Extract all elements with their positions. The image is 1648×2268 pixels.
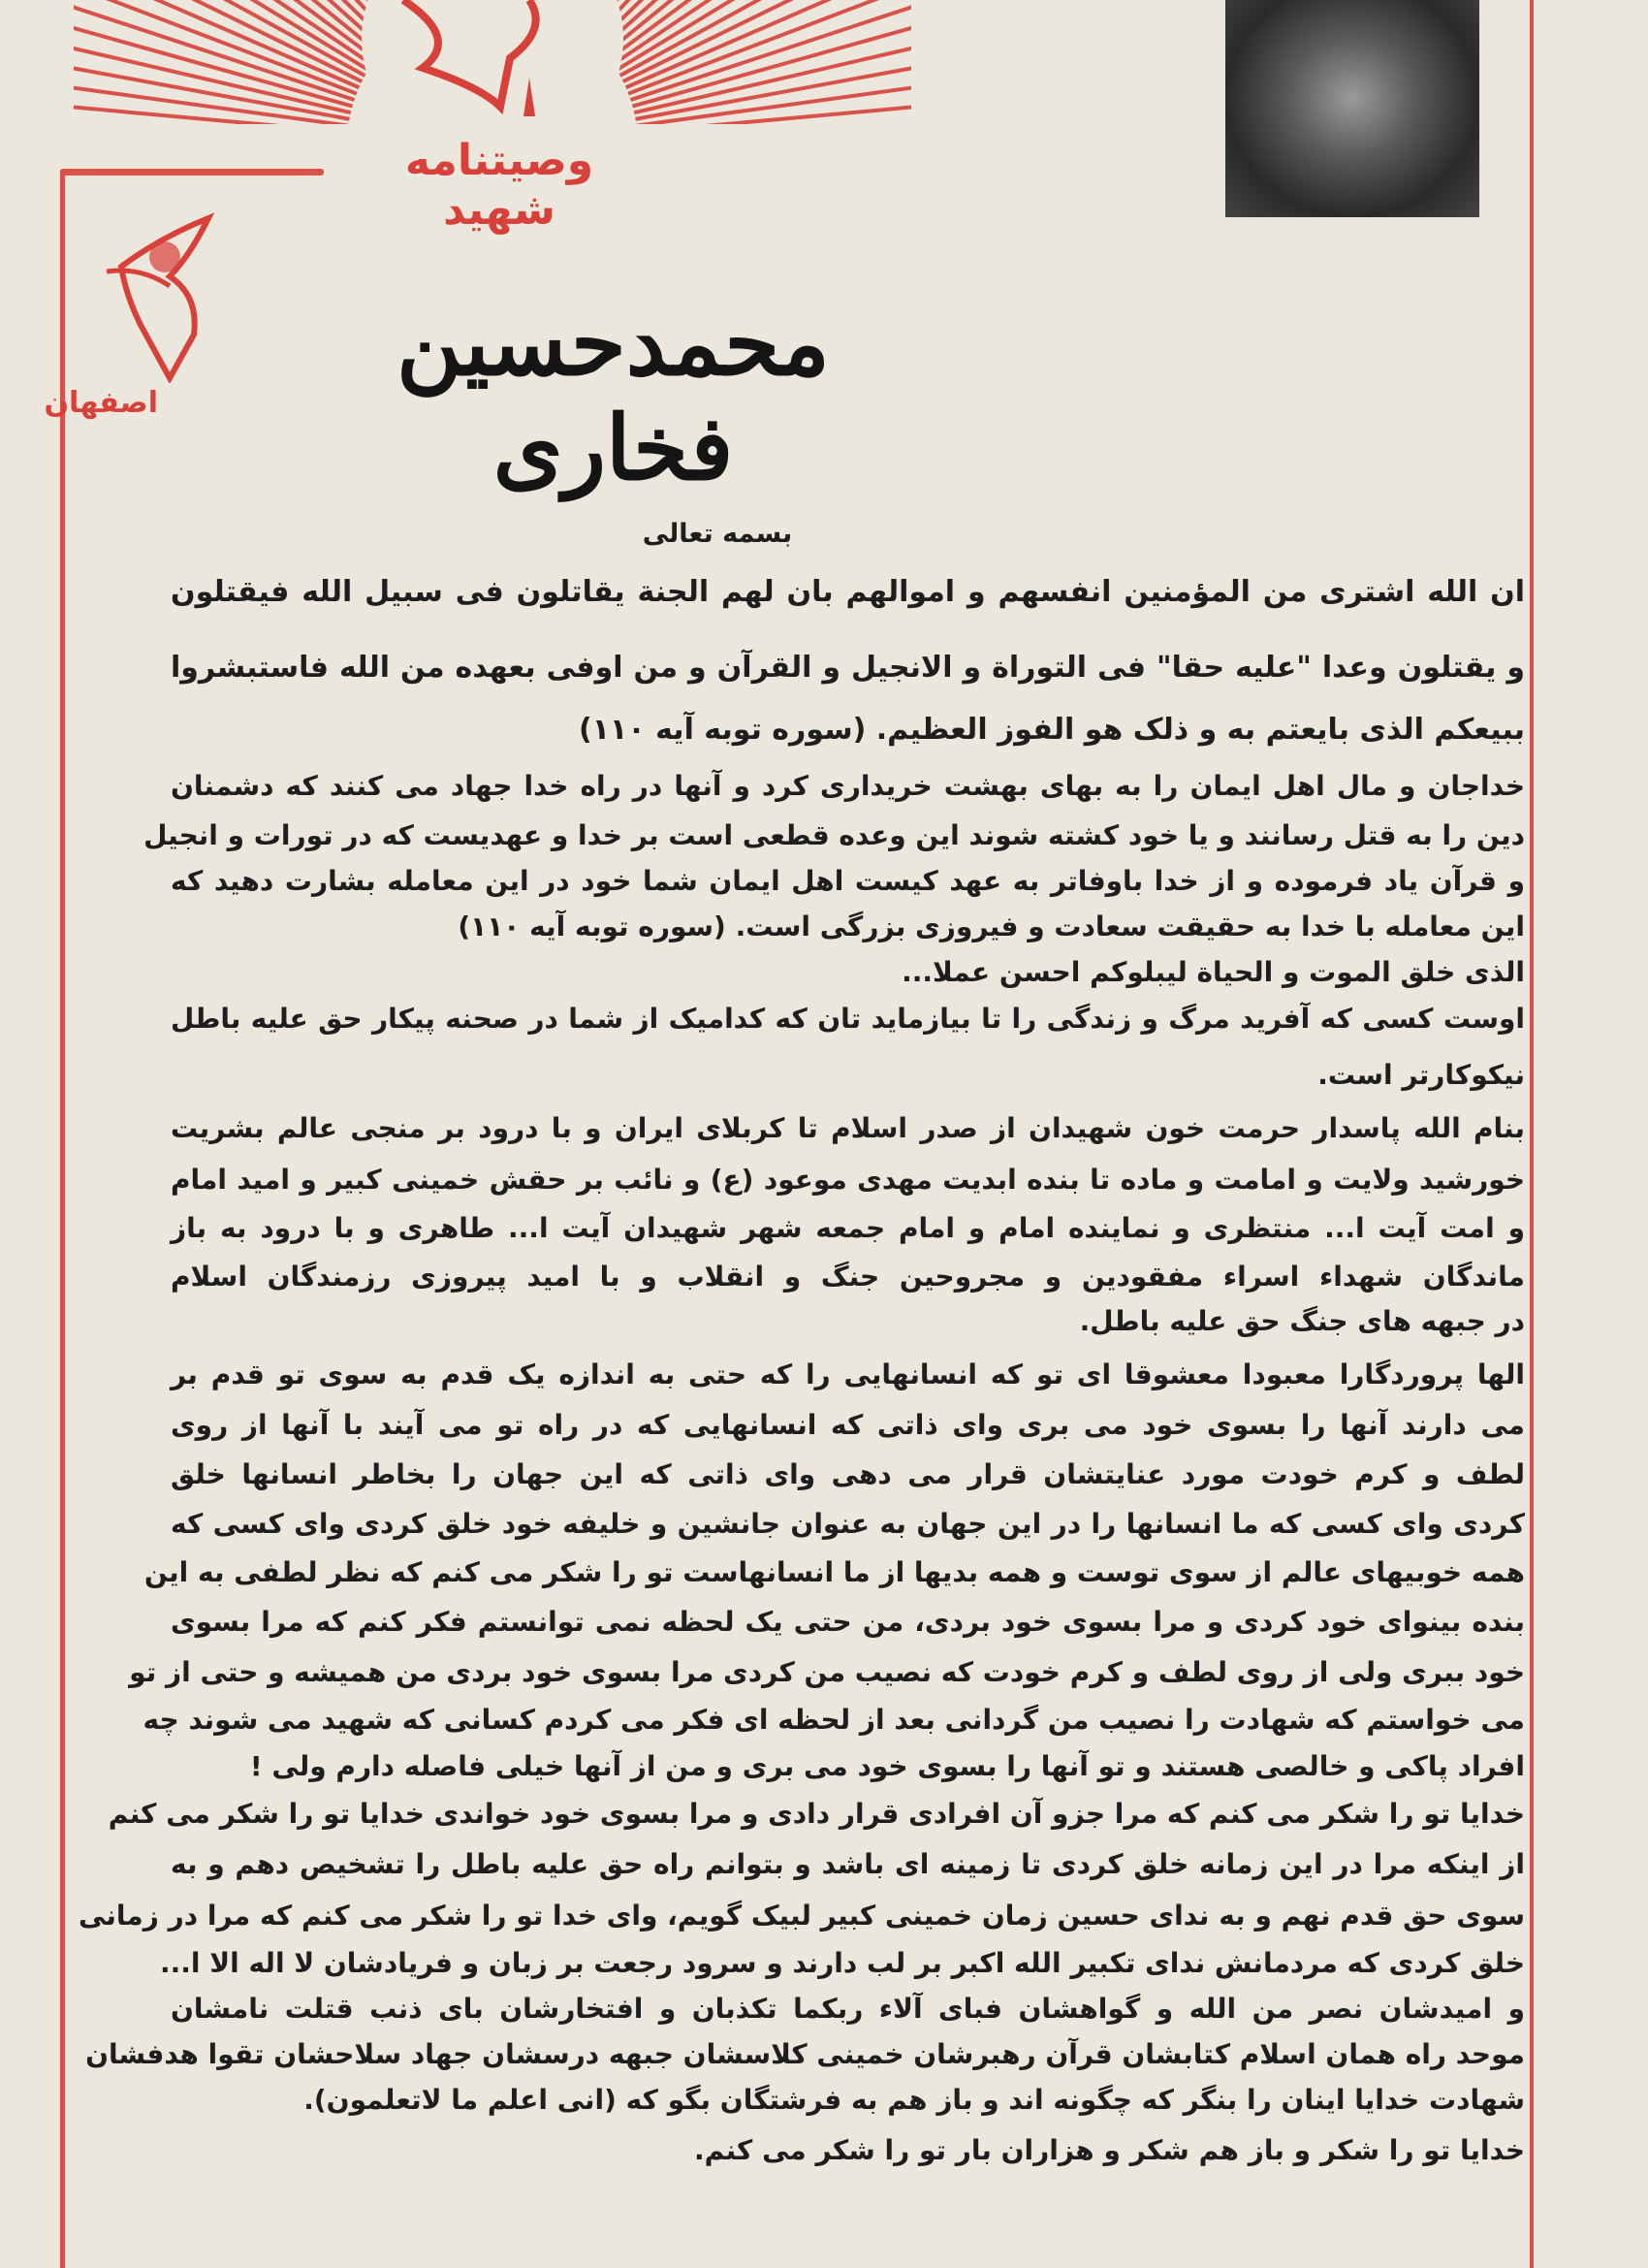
paragraph-5-line: موحد راه همان اسلام کتابشان قرآن رهبرشان خمینی کلاسشان جبهه درسشان جهاد سلاحشان تقوا هدفشان [85,2038,1525,2070]
header-title: وصیتنامه شهید [404,136,594,235]
paragraph-3-line: و امت آیت ا... منتظری و نماینده امام و امام جمعه شهر شهیدان آیت ا... طاهری و با درود به باز [171,1212,1525,1244]
sunburst-ray [630,0,911,100]
paragraph-5-line: و امیدشان نصر من الله و گواهشان فبای آلاء ربکما تکذبان و افتخارشان بای ذنب قتلت نامشان [171,1993,1525,2025]
paragraph-3-line: خورشید ولایت و امامت و ماده تا بنده ابدیت مهدی موعود (ع) و نائب بر حقش خمینی کبیر و امید امام [171,1164,1525,1196]
sunburst-ray [74,0,355,100]
paragraph-4-line: افراد پاکی و خالصی هستند و تو آنها را بسوی خود می بری و من از آنها خیلی فاصله دارم ولی ! [249,1750,1525,1782]
paragraph-4-line: خود ببری ولی از روی لطف و کرم خودت که نصیب من کردی مرا بسوی خود بردی من همیشه و حتی از تو [129,1656,1525,1688]
paragraph-2-line: دین را به قتل رسانند و یا خود کشته شوند این وعده قطعی است بر خدا و عهدیست که در تورات و انجیل [143,819,1525,851]
paragraph-2-line: الذی خلق الموت و الحیاة لیبلوکم احسن عملا... [902,956,1525,988]
sunburst-center [362,0,623,124]
paragraph-4-line: می دارند آنها را بسوی خود می بری وای ذاتی که انسانهایی که در راه تو می آیند با آنها از روی [171,1409,1525,1441]
paragraph-1-line: ببیعکم الذی بایعتم به و ذلک هو الفوز العظیم. (سوره توبه آیه ۱۱۰) [579,713,1525,747]
paragraph-2-line: خداجان و مال اهل ایمان را به بهای بهشت خریداری کرد و آنها در راه خدا جهاد می کنند که دشمنان [171,770,1525,802]
paragraph-4-line: همه خوبیهای عالم از سوی توست و همه بدیها از ما انسانهاست تو را شکر می کنم که نظر لطفی به این [143,1556,1525,1588]
paragraph-2-line: اوست کسی که آفرید مرگ و زندگی را تا بیازماید تان که کدامیک از شما در صحنه پیکار حق علیه باطل [171,1003,1525,1035]
red-frame-left [60,171,65,2268]
foundation-emblem-icon [102,199,233,383]
paragraph-5-line: خلق کردی که مردمانش ندای تکبیر الله اکبر بر لب دارند و سرود رجعت بر زبان و فریادشان لا اله الا ا... [160,1947,1525,1979]
paragraph-4-line: لطف و کرم خودت مورد عنایتشان قرار می دهی وای ذاتی که این جهان را بخاطر انسانها خلق [171,1458,1525,1490]
paragraph-5-line: سوی حق قدم نهم و به ندای حسین زمان خمینی کبیر لبیک گویم، وای خدا تو را شکر می کنم که مرا در زمانی [79,1900,1525,1932]
paragraph-2-line: نیکوکارتر است. [1317,1059,1525,1091]
paragraph-2-line: و قرآن یاد فرموده و از خدا باوفاتر به عهد کیست اهل ایمان شما خود در این معامله بشارت دهید که [171,865,1525,897]
paragraph-3-line: ماندگان شهداء اسراء مفقودین و مجروحین جنگ و انقلاب و با امید پیروزی رزمندگان اسلام [171,1261,1525,1293]
paragraph-3-line: بنام الله پاسدار حرمت خون شهیدان از صدر اسلام تا کربلای ایران و با درود بر منجی عالم بشریت [171,1112,1525,1144]
paragraph-4-line: کردی وای کسی که ما انسانها را در این جهان به عنوان جانشین و خلیفه خود خلق کردی وای کسی که [171,1508,1525,1540]
paragraph-1-line: و یقتلون وعدا "علیه حقا" فی التوراة و الانجیل و القرآن و من اوفی بعهده من الله فاستبشروا [171,651,1525,685]
city-label: اصفهان [44,386,158,420]
bismillah-heading: بسمه تعالی [642,519,793,549]
paragraph-4-line: بنده بینوای خود کردی و مرا بسوی خود بردی، من حتی یک لحظه نمی توانستم فکر کنم که مرا بسوی [171,1606,1525,1638]
red-frame-right [1530,0,1534,2268]
sunburst-dove-logo [74,0,911,124]
paragraph-3-line: در جبهه های جنگ حق علیه باطل. [1079,1305,1525,1337]
martyr-photo [1225,0,1479,217]
paragraph-5-line: از اینکه مرا در این زمانه خلق کردی تا زمینه ای باشد و بتوانم راه حق علیه باطل را تشخیص دهم و به [171,1848,1525,1880]
paragraph-4-line: الها پروردگارا معبودا معشوقا ای تو که انسانهایی را که حتی به اندازه یک قدم به سوی تو قدم بر [171,1358,1525,1390]
red-frame-top [60,169,324,176]
paragraph-5-line: شهادت خدایا اینان را بنگر که چگونه اند و باز هم به فرشتگان بگو که (انی اعلم ما لاتعلمون). [303,2084,1525,2116]
paragraph-5-line: خدایا تو را شکر می کنم که مرا جزو آن افرادی قرار دادی و مرا بسوی خود خواندی خدایا تو را شکر می کنم [108,1798,1525,1830]
paragraph-4-line: می خواستم که شهادت را نصیب من گردانی بعد از لحظه ای فکر می کردم کسانی که شهید می شوند چه [143,1704,1525,1736]
paragraph-2-line: این معامله با خدا به حقیقت سعادت و فیروزی بزرگی است. (سوره توبه آیه ۱۱۰) [458,910,1525,942]
martyr-name: محمدحسین فخاری [396,291,830,500]
paragraph-5-line: خدایا تو را شکر و باز هم شکر و هزاران بار تو را شکر می کنم. [694,2134,1525,2166]
paragraph-1-line: ان الله اشتری من المؤمنین انفسهم و اموالهم بان لهم الجنة یقاتلون فی سبیل الله فیقتلون [171,575,1525,609]
